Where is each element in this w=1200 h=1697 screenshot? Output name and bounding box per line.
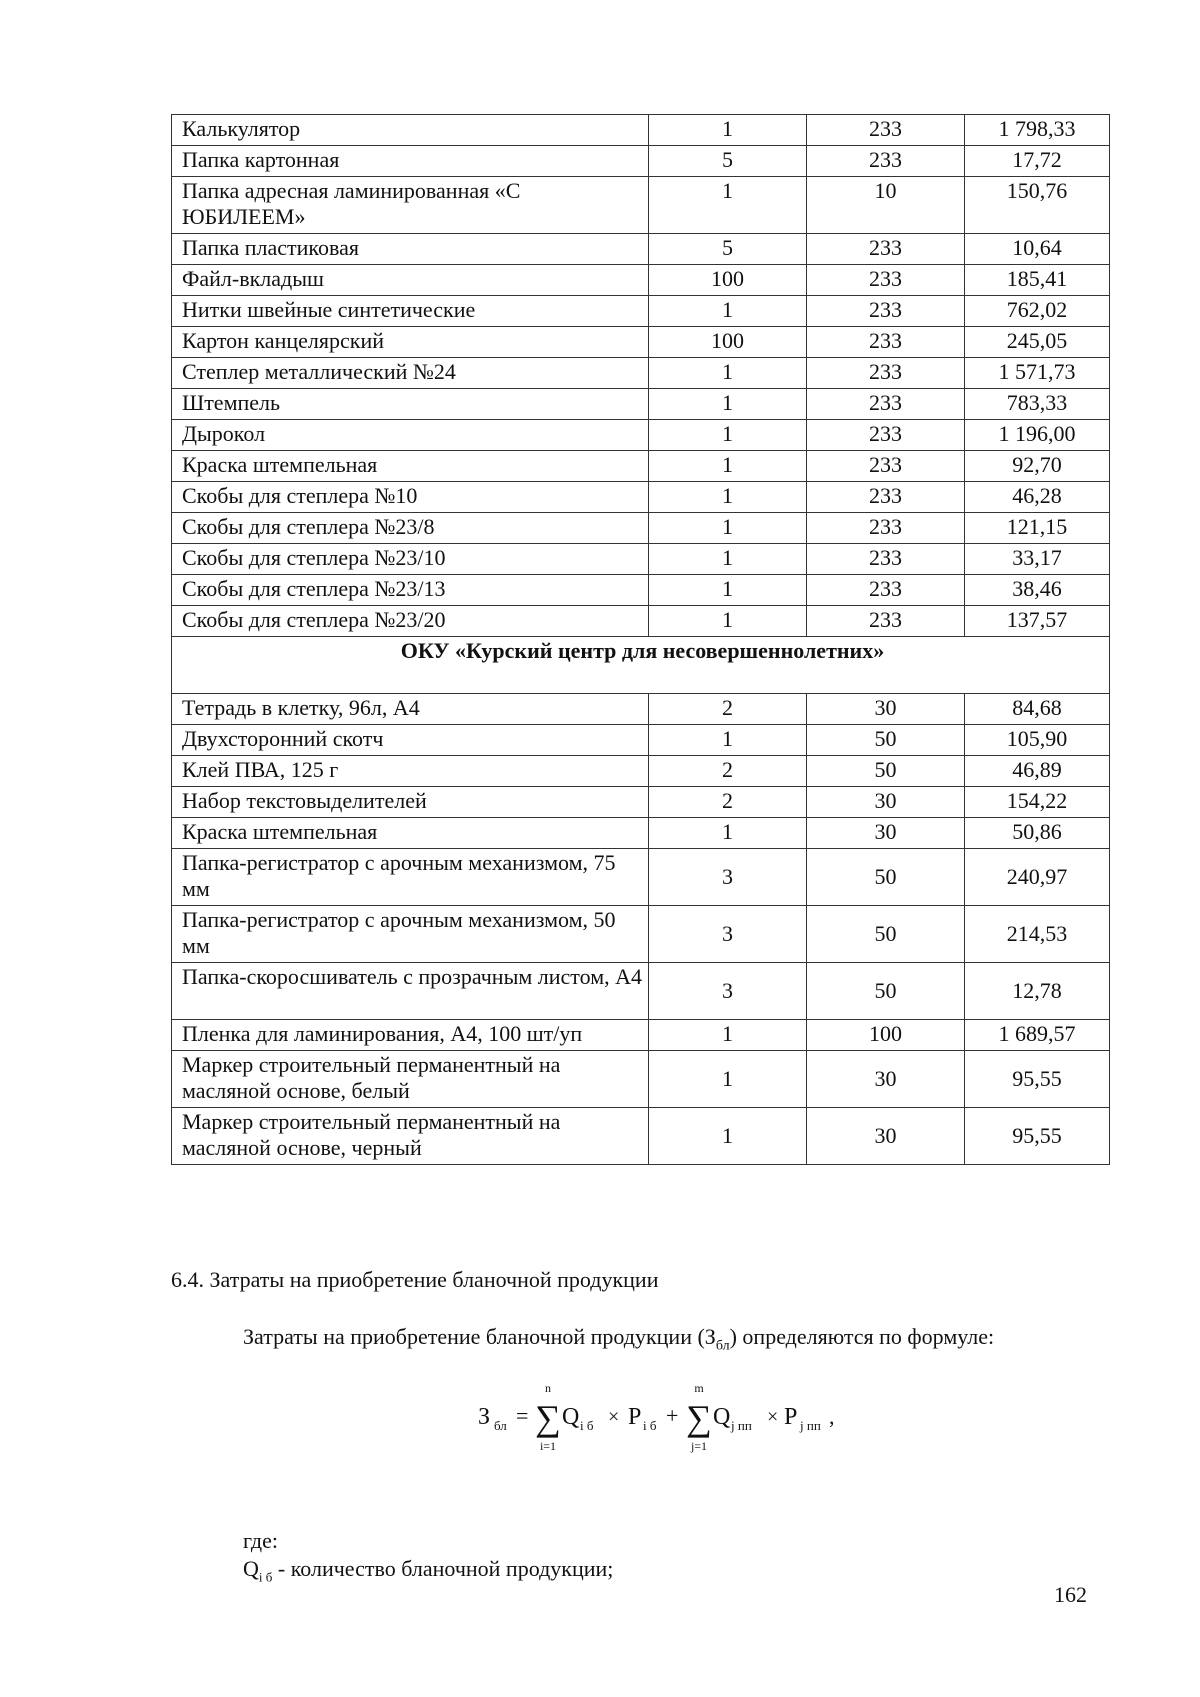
price-cell: 1 689,57 [965,1020,1110,1051]
table-row [172,482,1110,513]
item-name-cell: Скобы для степлера №10 [172,482,649,513]
price-cell: 84,68 [965,694,1110,725]
item-name-cell: Маркер строительный перманентный на масляной основе, белый [172,1051,649,1108]
period-cell: 30 [807,1108,965,1165]
period-cell: 233 [807,420,965,451]
formula-lhs: З [478,1404,491,1430]
table-row [172,420,1110,451]
period-cell: 10 [807,177,965,234]
price-cell: 762,02 [965,296,1110,327]
p1: P [628,1404,642,1430]
quantity-cell: 5 [649,234,807,265]
table-row [172,451,1110,482]
quantity-cell: 1 [649,1108,807,1165]
q1: Q [562,1404,580,1430]
table-row [172,234,1110,265]
definition-symbol: Q [243,1556,259,1581]
quantity-cell: 1 [649,389,807,420]
item-name-cell: Папка пластиковая [172,234,649,265]
price-cell: 154,22 [965,787,1110,818]
formula-eq: = [516,1403,529,1428]
sum2-sigma: ∑ [686,1398,712,1438]
price-cell: 46,89 [965,756,1110,787]
period-cell: 233 [807,513,965,544]
supplies-table [171,114,1110,1165]
period-cell: 30 [807,818,965,849]
sum1-bottom: i=1 [539,1439,557,1453]
item-name-cell: Двухсторонний скотч [172,725,649,756]
intro-text-before: Затраты на приобретение бланочной продукции (З [243,1324,716,1349]
where-label: где: [243,1528,278,1553]
period-cell: 50 [807,756,965,787]
table-row [172,849,1110,906]
price-cell: 137,57 [965,606,1110,637]
item-name-cell: Файл-вкладыш [172,265,649,296]
price-cell: 17,72 [965,146,1110,177]
quantity-cell: 1 [649,482,807,513]
page-number: 162 [1054,1582,1087,1607]
quantity-cell: 1 [649,818,807,849]
quantity-cell: 1 [649,358,807,389]
period-cell: 233 [807,451,965,482]
definition-text: - количество бланочной продукции; [272,1556,614,1581]
p2: P [784,1404,798,1430]
price-cell: 185,41 [965,265,1110,296]
sum2-top: m [694,1381,704,1395]
price-cell: 150,76 [965,177,1110,234]
table-row [172,1108,1110,1165]
item-name-cell: Дырокол [172,420,649,451]
definition-sub: i б [258,1569,273,1585]
price-cell: 1 798,33 [965,115,1110,146]
quantity-cell: 1 [649,177,807,234]
quantity-cell: 1 [649,420,807,451]
item-name-cell: Нитки швейные синтетические [172,296,649,327]
period-cell: 233 [807,146,965,177]
sum1-top: n [545,1381,551,1395]
table-row [172,327,1110,358]
period-cell: 50 [807,725,965,756]
table-row [172,115,1110,146]
price-cell: 783,33 [965,389,1110,420]
times2: × [767,1406,779,1428]
period-cell: 30 [807,1051,965,1108]
item-name-cell: Папка адресная ламинированная «С ЮБИЛЕЕМ» [172,177,649,234]
item-name-cell: Скобы для степлера №23/10 [172,544,649,575]
price-cell: 10,64 [965,234,1110,265]
quantity-cell: 3 [649,963,807,1020]
intro-paragraph [243,1324,994,1359]
item-name-cell: Калькулятор [172,115,649,146]
price-cell: 1 571,73 [965,358,1110,389]
period-cell: 233 [807,234,965,265]
period-cell: 233 [807,606,965,637]
price-cell: 50,86 [965,818,1110,849]
table-row [172,575,1110,606]
price-cell: 121,15 [965,513,1110,544]
price-cell: 240,97 [965,849,1110,906]
section-header-cell: ОКУ «Курский центр для несовершеннолетних» [172,637,1110,694]
quantity-cell: 1 [649,1051,807,1108]
quantity-cell: 1 [649,115,807,146]
times1: × [608,1406,620,1428]
quantity-cell: 1 [649,606,807,637]
quantity-cell: 1 [649,513,807,544]
quantity-cell: 1 [649,1020,807,1051]
price-cell: 12,78 [965,963,1110,1020]
table-row [172,756,1110,787]
q2: Q [713,1404,731,1430]
table-row [172,358,1110,389]
table-row [172,177,1110,234]
q1-sub: i б [580,1418,594,1433]
cost-formula [468,1378,868,1458]
price-cell: 1 196,00 [965,420,1110,451]
price-cell: 33,17 [965,544,1110,575]
table-row [172,725,1110,756]
plus: + [666,1403,679,1428]
quantity-cell: 2 [649,787,807,818]
table-row [172,963,1110,1020]
quantity-cell: 1 [649,575,807,606]
price-cell: 105,90 [965,725,1110,756]
period-cell: 233 [807,482,965,513]
item-name-cell: Папка картонная [172,146,649,177]
table-row [172,694,1110,725]
quantity-cell: 100 [649,265,807,296]
section-title: 6.4. Затраты на приобретение бланочной продукции [171,1267,659,1292]
intro-subscript: бл [715,1338,730,1354]
definition-line [243,1556,613,1590]
table-row [172,787,1110,818]
table-row [172,296,1110,327]
intro-text-after: ) определяются по формуле: [729,1324,995,1349]
item-name-cell: Краска штемпельная [172,818,649,849]
table-row [172,265,1110,296]
period-cell: 50 [807,849,965,906]
item-name-cell: Маркер строительный перманентный на масляной основе, черный [172,1108,649,1165]
quantity-cell: 3 [649,849,807,906]
sum1-sigma: ∑ [535,1398,561,1438]
item-name-cell: Скобы для степлера №23/20 [172,606,649,637]
table-row [172,1020,1110,1051]
formula-lhs-sub: бл [494,1418,507,1433]
table-row [172,389,1110,420]
table-row [172,544,1110,575]
period-cell: 30 [807,787,965,818]
period-cell: 50 [807,906,965,963]
quantity-cell: 100 [649,327,807,358]
table-row [172,513,1110,544]
quantity-cell: 1 [649,725,807,756]
quantity-cell: 3 [649,906,807,963]
period-cell: 233 [807,296,965,327]
price-cell: 38,46 [965,575,1110,606]
period-cell: 233 [807,389,965,420]
p2-sub: j пп [800,1418,821,1433]
table-row [172,1051,1110,1108]
item-name-cell: Скобы для степлера №23/13 [172,575,649,606]
sum2-bottom: j=1 [690,1439,708,1453]
quantity-cell: 1 [649,296,807,327]
price-cell: 95,55 [965,1051,1110,1108]
price-cell: 95,55 [965,1108,1110,1165]
quantity-cell: 2 [649,756,807,787]
table-row [172,906,1110,963]
price-cell: 245,05 [965,327,1110,358]
period-cell: 100 [807,1020,965,1051]
period-cell: 233 [807,575,965,606]
p1-sub: i б [643,1418,657,1433]
period-cell: 233 [807,115,965,146]
item-name-cell: Скобы для степлера №23/8 [172,513,649,544]
quantity-cell: 1 [649,544,807,575]
q2-sub: j пп [731,1418,752,1433]
item-name-cell: Штемпель [172,389,649,420]
price-cell: 92,70 [965,451,1110,482]
quantity-cell: 2 [649,694,807,725]
period-cell: 233 [807,265,965,296]
period-cell: 233 [807,358,965,389]
item-name-cell: Папка-скоросшиватель с прозрачным листом, А4 [172,963,649,1020]
period-cell: 30 [807,694,965,725]
item-name-cell: Клей ПВА, 125 г [172,756,649,787]
supplies-table-body [172,115,1110,1165]
item-name-cell: Картон канцелярский [172,327,649,358]
table-row [172,818,1110,849]
item-name-cell: Набор текстовыделителей [172,787,649,818]
item-name-cell: Краска штемпельная [172,451,649,482]
price-cell: 214,53 [965,906,1110,963]
period-cell: 233 [807,327,965,358]
quantity-cell: 1 [649,451,807,482]
table-section-header [172,637,1110,694]
table-row [172,606,1110,637]
formula-comma: , [829,1404,835,1429]
quantity-cell: 5 [649,146,807,177]
period-cell: 233 [807,544,965,575]
period-cell: 50 [807,963,965,1020]
item-name-cell: Степлер металлический №24 [172,358,649,389]
price-cell: 46,28 [965,482,1110,513]
item-name-cell: Папка-регистратор с арочным механизмом, 75 мм [172,849,649,906]
item-name-cell: Пленка для ламинирования, А4, 100 шт/уп [172,1020,649,1051]
item-name-cell: Тетрадь в клетку, 96л, А4 [172,694,649,725]
table-row [172,146,1110,177]
item-name-cell: Папка-регистратор с арочным механизмом, 50 мм [172,906,649,963]
